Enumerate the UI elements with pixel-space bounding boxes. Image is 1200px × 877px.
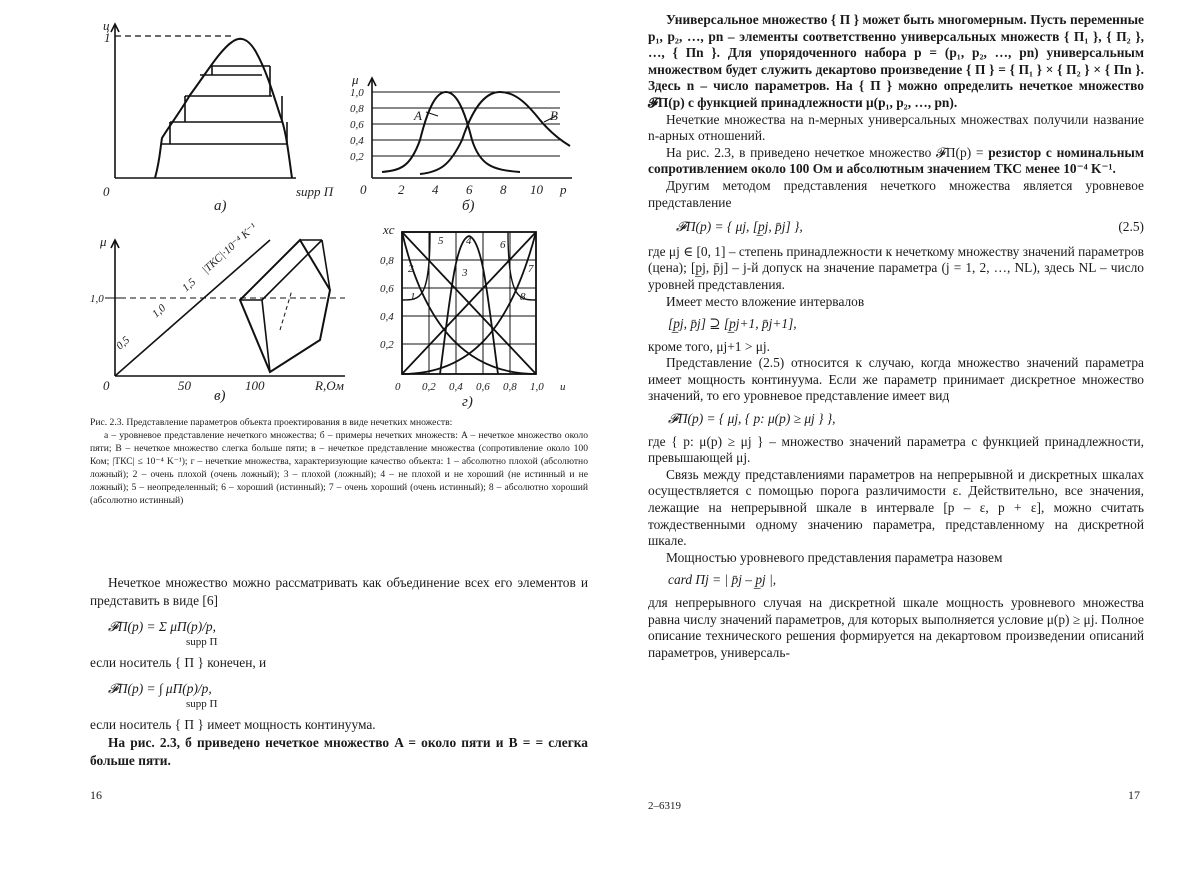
equation-body: 𝓕П(p) = { μj, [p̲j, p̄j] },: [676, 219, 803, 235]
paragraph: На рис. 2.3, б приведено нечеткое множество A = около пяти и B = = слегка больше пяти.: [90, 735, 588, 768]
panel-d-y-tick: 0,8: [380, 255, 394, 267]
panel-d-y-label: xc: [383, 222, 395, 237]
panel-c-diag-label: 1,0: [149, 302, 169, 321]
curve-label: 4: [466, 235, 472, 247]
panel-c-diag-label: 0,5: [113, 334, 133, 353]
figure-caption: [90, 416, 588, 507]
panel-c-y-label: μ: [100, 234, 107, 249]
paragraph: для непрерывного случая на дискретной шкале мощность уровневого множества равна числу значений параметров, для которых выполняется условие μ(p) ≥ μj. Полное описание технического решения формируется на декартовом произведении описаний параметров, универсаль-: [648, 595, 1144, 660]
panel-b-y-tick: 0,2: [350, 151, 364, 163]
page-number: 17: [1128, 788, 1140, 802]
paragraph: где { p: μ(p) ≥ μj } – множество значений параметра с функцией принадлежности, превышающей μj.: [648, 433, 1144, 466]
signature-mark: 2–6319: [648, 800, 681, 812]
paragraph: Другим методом представления нечеткого множества является уровневое представление: [648, 177, 1144, 210]
panel-d-quality-sets: [402, 232, 536, 374]
panel-d-x-tick: 1,0: [530, 381, 544, 393]
panel-b-x-tick: 4: [432, 182, 439, 197]
panel-c-x-tick: 100: [245, 378, 265, 393]
paragraph: Имеет место вложение интервалов: [666, 293, 865, 309]
panel-a-caption: а): [214, 198, 227, 214]
panel-d-x-tick: 0,2: [422, 381, 436, 393]
panel-c-x-tick: 0: [103, 378, 110, 393]
panel-a-origin: 0: [103, 184, 110, 199]
panel-b-y-tick: 1,0: [350, 87, 364, 99]
panel-b-y-tick: 0,4: [350, 135, 364, 147]
panel-c-prism: [240, 240, 330, 372]
panel-c-x-tick: R,Ом: [315, 378, 344, 393]
panel-d-x-tick: 0,4: [449, 381, 463, 393]
panel-b-x-tick: 2: [398, 182, 405, 197]
paragraph: Нечеткое множество можно рассматривать как объединение всех его элементов и представить в виде [6]: [90, 575, 588, 608]
paragraph: где μj ∈ [0, 1] – степень принадлежности к нечеткому множеству значений параметров (цена); [p̲j, p̄j] – j-й допуск на значение параметра (j = 1, 2, …, NL), здесь NL – число уровней представления.: [648, 243, 1144, 292]
panel-b-fuzzy-sets: [368, 78, 572, 178]
panel-d-x-tick: u: [560, 381, 566, 393]
panel-c-y-tick: 1,0: [90, 293, 104, 305]
panel-b-x-tick: 10: [530, 182, 543, 197]
paragraph: Мощностью уровневого представления параметра назовем: [666, 549, 1003, 565]
curve-label: 7: [528, 263, 534, 275]
formula-integral-subscript: supp П: [186, 698, 218, 710]
panel-b-y-tick: 0,6: [350, 119, 364, 131]
paragraph-emphasis: резистор с номинальным сопротивлением около 100 Ом и абсолютным значением ТКС менее 10⁻⁴ K⁻¹.: [648, 144, 1144, 177]
panel-a-x-label: supp П: [296, 184, 334, 199]
left-body-text: [90, 574, 588, 770]
panel-d-y-tick: 0,6: [380, 283, 394, 295]
equation-number: (2.5): [1118, 219, 1144, 235]
panel-c-caption: в): [214, 388, 226, 404]
paragraph: Универсальное множество { П } может быть многомерным. Пусть переменные p₁, p₂, …, pn – элементы соответственно универсальных множеств { П₁ }, { П₂ }, …, { Пn }. Для упорядоченного набора p = (p₁, p₂, …, pn) универсальным множеством будет служить декартово произведение { П } = { П₁ } × { П₂ } × { Пn }. Здесь n – число параметров. На { П } можно определить нечеткое множество 𝓕П(p) с функцией принадлежности μ(p₁, p₂, …, pn).: [648, 12, 1144, 110]
caption-title: Рис. 2.3. Представление параметров объекта проектирования в виде нечетких множеств:: [90, 417, 453, 428]
panel-c-diag-label: 1,5: [179, 276, 199, 295]
formula-integral: 𝓕П(p) = ∫ μП(p)/p,: [108, 681, 212, 696]
panel-d-x-tick: 0: [395, 381, 401, 393]
paragraph: Нечеткие множества на n-мерных универсальных множествах получили название n-арных отношений.: [648, 111, 1144, 144]
curve-1: [402, 232, 430, 300]
curve-label: 8: [520, 291, 526, 303]
panel-a-membership-curve: [155, 39, 292, 178]
panel-c-diag-label: |ТКС|·10⁻⁴ K⁻¹: [199, 221, 260, 277]
curve-label: 2: [408, 263, 414, 275]
panel-b-x-tick: 8: [500, 182, 507, 197]
curve-label: 6: [500, 239, 506, 251]
right-page: [600, 0, 1200, 877]
panel-c-diagonal-axis: [115, 240, 270, 376]
equation-cardinality: card Пj = | p̄j – p̲j |,: [668, 572, 777, 588]
page-number: 16: [90, 788, 102, 802]
paragraph: Представление (2.5) относится к случаю, когда множество значений параметра имеет мощность континуума. Если же параметр принимает дискретное множество значений, то его уровневое представление имеет вид: [648, 355, 1144, 404]
paragraph: [648, 145, 1144, 178]
figure-2-3: [0, 0, 600, 420]
set-a-label: A: [414, 108, 422, 123]
paragraph: Связь между представлениями параметров на непрерывной и дискретных шкалах осуществляется с помощью порога различимости ε. Действительно, все значения, лежащие на непрерывной шкале в интервале [p – ε, p + ε], можно считать тождественными одному значению параметра, представленному на дискретной шкале.: [648, 466, 1144, 549]
paragraph: если носитель { П } имеет мощность континуума.: [90, 717, 376, 732]
curve-label: 3: [462, 267, 468, 279]
right-body-text: [648, 12, 1144, 661]
panel-d-y-tick: 0,2: [380, 339, 394, 351]
panel-d-caption: г): [462, 394, 473, 410]
equation-2-5: [676, 219, 1144, 236]
paragraph: кроме того, μj+1 > μj.: [648, 338, 770, 354]
panel-a-tick-1: 1: [104, 30, 111, 45]
set-b-curve: [420, 92, 570, 174]
panel-a-y-label: ц: [103, 18, 110, 33]
panel-b-y-tick: 0,8: [350, 103, 364, 115]
curve-label: 1: [410, 291, 416, 303]
paragraph-lead: На рис. 2.3, в приведено нечеткое множество 𝓕П(p) =: [666, 144, 989, 160]
caption-body: а – уровневое представление нечеткого множества; б – примеры нечетких множеств: A – нечеткое множество около пяти; B – нечеткое множество слегка больше пяти; в – нечеткое представление множества (сопротивление около 100 Ком; |ТКС| ≤ 10⁻⁴ K⁻¹); г – нечеткие множества, характеризующие качество объекта: 1 – абсолютно плохой (абсолютно ложный); 2 – очень плохой (очень ложный); 3 – плохой (ложный); 4 – не плохой и не хороший (не истинный и не ложный); 5 – неопределенный; 6 – хороший (истинный); 7 – очень хороший (очень истинный); 8 – абсолютно хороший (абсолютно истинный): [90, 430, 588, 506]
panel-b-caption: б): [462, 198, 475, 214]
equation-nesting: [p̲j, p̄j] ⊇ [p̲j+1, p̄j+1],: [668, 316, 797, 332]
paragraph: если носитель { П } конечен, и: [90, 655, 267, 670]
set-b-label: B: [550, 108, 558, 123]
panel-b-y-label: μ: [352, 72, 359, 87]
panel-d-x-tick: 0,8: [503, 381, 517, 393]
panel-b-x-tick: 6: [466, 182, 473, 197]
panel-b-x-tick: р: [560, 182, 567, 197]
equation-discrete: 𝓕П(p) = { μj, { p: μ(p) ≥ μj } },: [668, 411, 836, 427]
panel-a-level-set: [111, 24, 296, 178]
curve-label: 5: [438, 235, 444, 247]
panel-b-x-tick: 0: [360, 182, 367, 197]
panel-d-x-tick: 0,6: [476, 381, 490, 393]
formula-sum-subscript: supp П: [186, 636, 218, 648]
formula-sum: 𝓕П(p) = Σ μП(p)/p,: [108, 619, 216, 634]
panel-c-x-tick: 50: [178, 378, 191, 393]
panel-d-y-tick: 0,4: [380, 311, 394, 323]
